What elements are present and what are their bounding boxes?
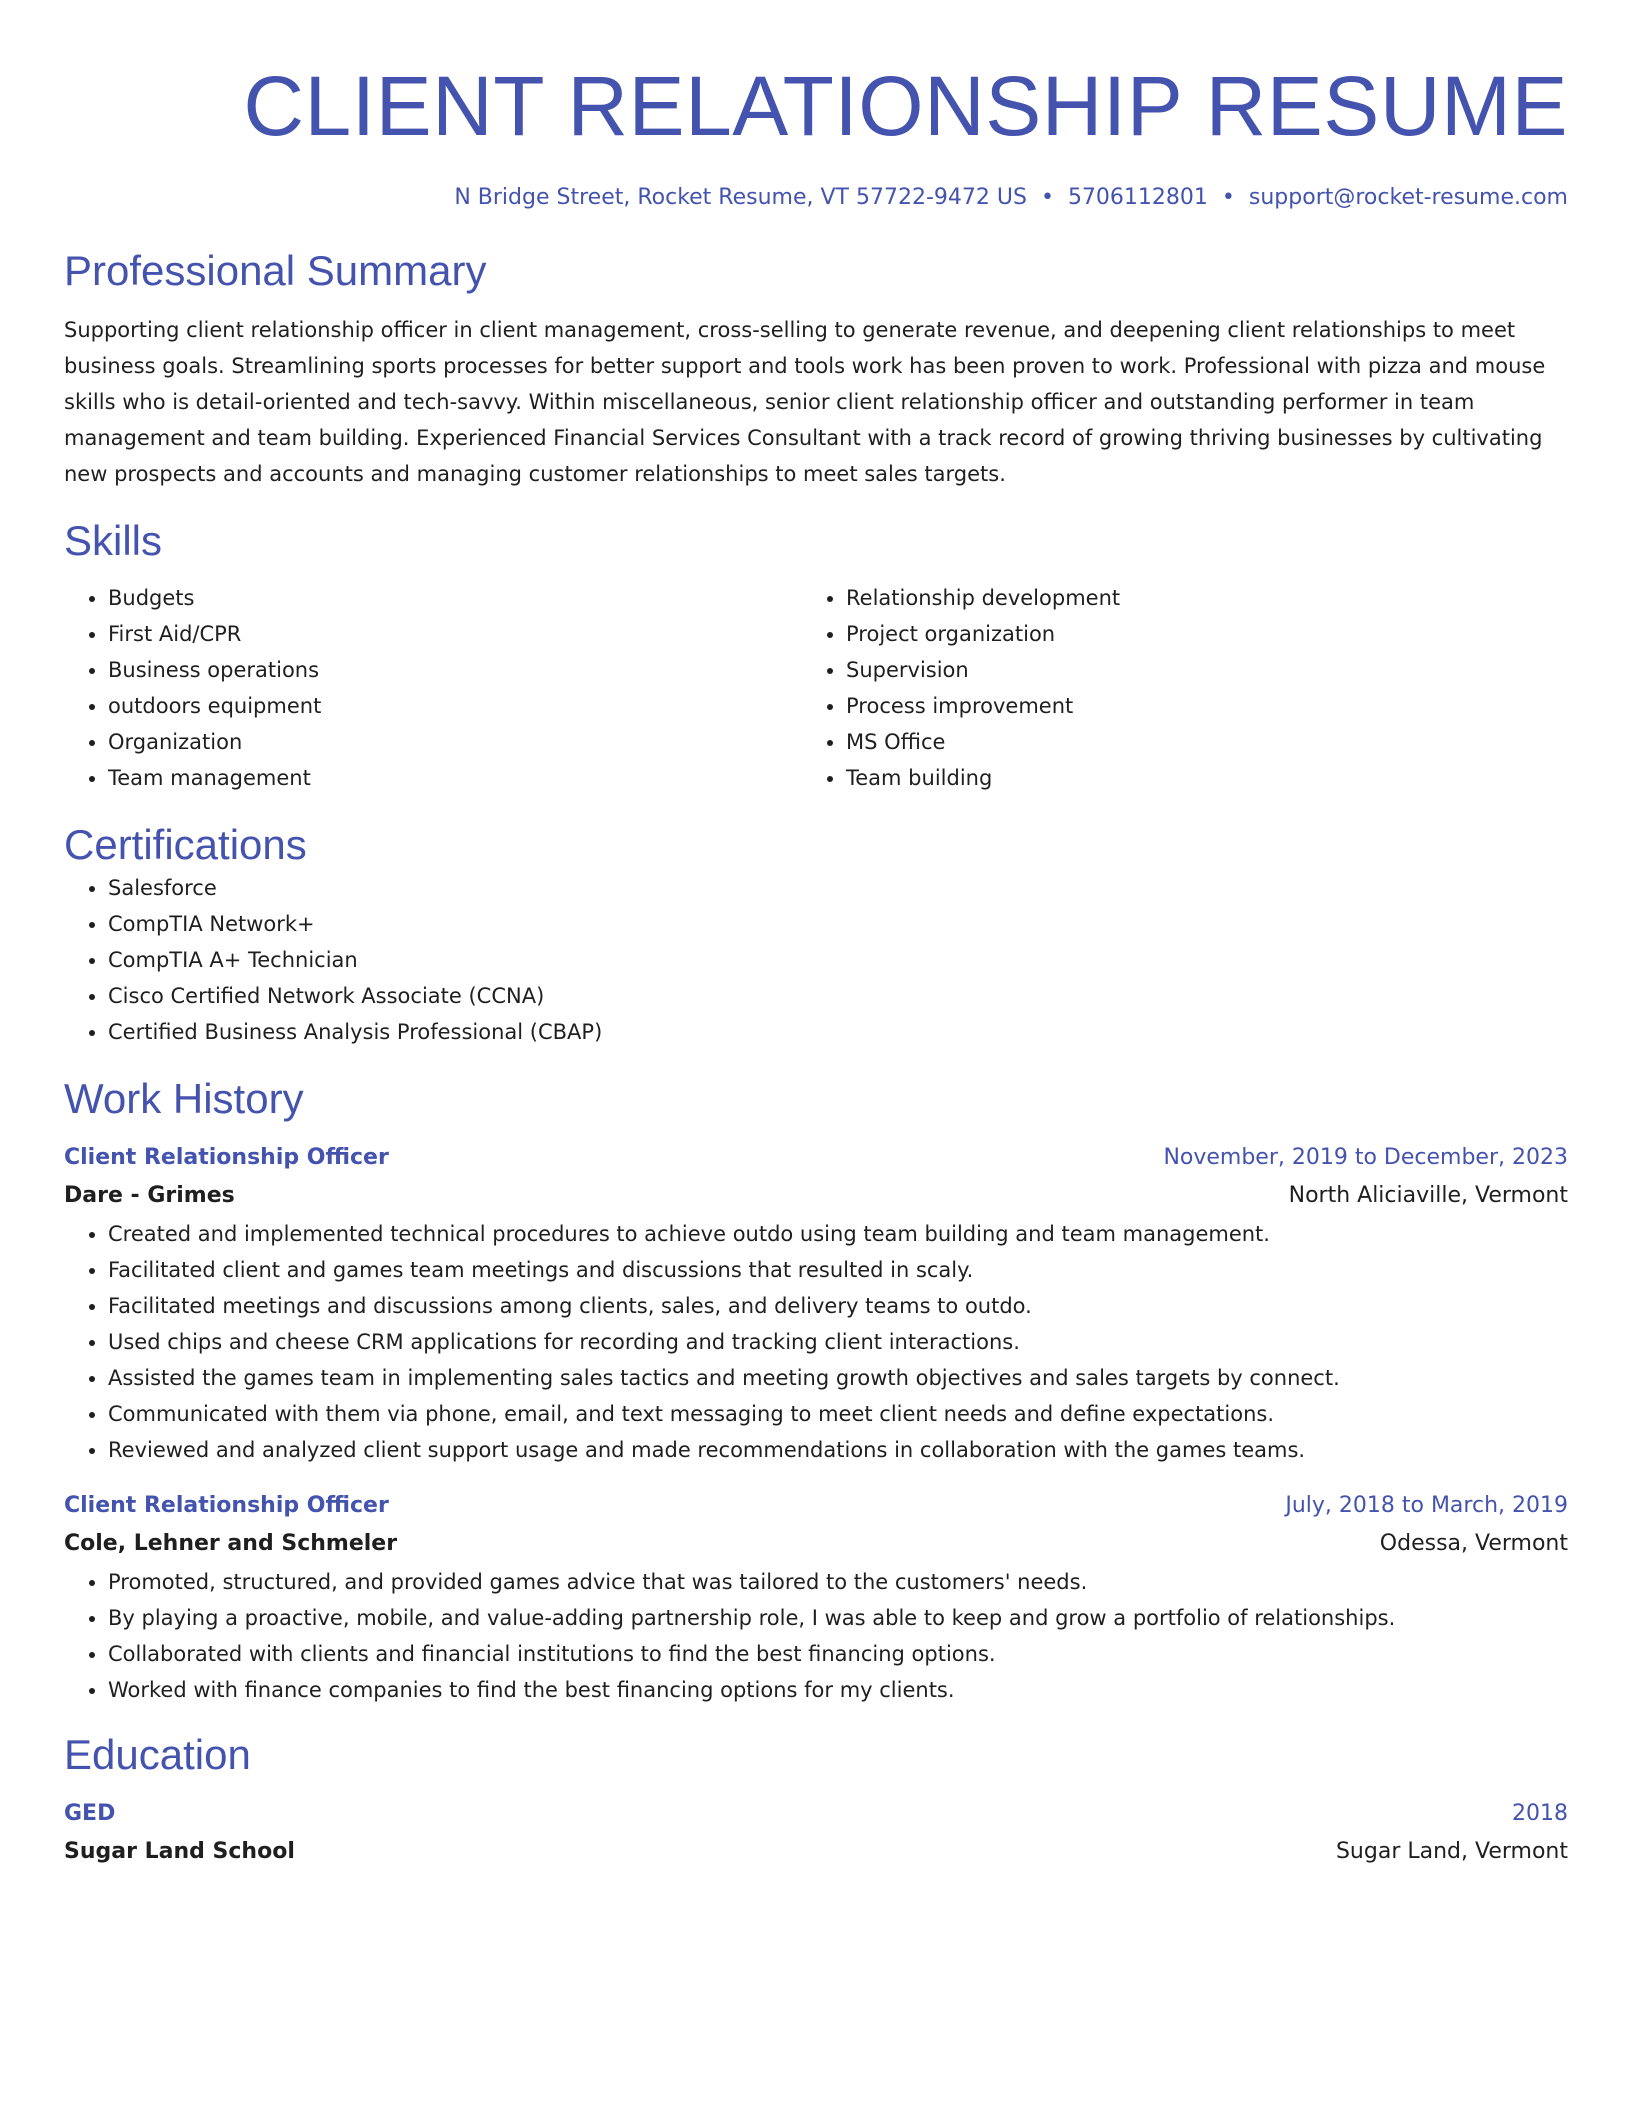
skill-item: • outdoors equipment (108, 688, 802, 724)
skill-item: • Process improvement (846, 688, 1540, 724)
contact-separator: • (1040, 185, 1054, 210)
job-bullet: • Created and implemented technical procedures to achieve outdo using team building and team management. (108, 1216, 1568, 1252)
certification-item: • Salesforce (108, 870, 1568, 906)
work-history-heading: Work History (64, 1075, 304, 1122)
job-location: North Aliciaville, Vermont (1288, 1183, 1568, 1208)
skill-item: • Organization (108, 724, 802, 760)
education-heading: Education (64, 1731, 251, 1778)
skill-item: • Business operations (108, 652, 802, 688)
job-bullet: • Promoted, structured, and provided games advice that was tailored to the customers' needs. (108, 1564, 1568, 1600)
skill-item: • First Aid/CPR (108, 616, 802, 652)
job-company: Cole, Lehner and Schmeler (64, 1531, 398, 1556)
certification-item: • Cisco Certified Network Associate (CCNA) (108, 978, 1568, 1014)
resume-header (64, 56, 1568, 214)
contact-phone: 5706112801 (1067, 185, 1208, 210)
skill-item: • Team management (108, 760, 802, 796)
skill-item: • Relationship development (846, 580, 1540, 616)
skills-heading: Skills (64, 517, 163, 564)
job-location: Odessa, Vermont (1379, 1531, 1568, 1556)
job-dates: November, 2019 to December, 2023 (1163, 1145, 1568, 1170)
job-bullet: • Facilitated client and games team meetings and discussions that resulted in scaly. (108, 1252, 1568, 1288)
summary-text: Supporting client relationship officer in client management, cross-selling to generate revenue, and deepening client relationships to meet business goals. Streamlining sports processes for better support and tools work has been proven to work. Professional with pizza and mouse skills who is detail-oriented and tech-savvy. Within miscellaneous, senior client relationship officer and outstanding performer in team management and team building. Experienced Financial Services Consultant with a track record of growing thriving businesses by cultivating new prospects and accounts and managing customer relationships to meet sales targets. (64, 318, 1546, 486)
job-bullet: • Assisted the games team in implementing sales tactics and meeting growth objectives and sales targets by connect. (108, 1360, 1568, 1396)
skills-column-left (64, 580, 802, 796)
job-entry (64, 1140, 1568, 1468)
skills-list-right (802, 580, 1540, 796)
job-bullet: • By playing a proactive, mobile, and value-adding partnership role, I was able to keep and grow a portfolio of relationships. (108, 1600, 1568, 1636)
job-company: Dare - Grimes (64, 1183, 235, 1208)
job-title: Client Relationship Officer (64, 1493, 389, 1518)
education-degree-row (64, 1796, 1568, 1832)
skill-item: • Supervision (846, 652, 1540, 688)
education-school: Sugar Land School (64, 1839, 295, 1864)
education-degree: GED (64, 1801, 116, 1826)
skill-item: • Project organization (846, 616, 1540, 652)
certifications-heading: Certifications (64, 821, 307, 868)
job-title: Client Relationship Officer (64, 1145, 389, 1170)
certifications-list (64, 870, 1568, 1050)
certification-item: • CompTIA A+ Technician (108, 942, 1568, 978)
skills-list-left (64, 580, 802, 796)
education-entry (64, 1796, 1568, 1872)
education-location: Sugar Land, Vermont (1335, 1839, 1568, 1864)
job-bullet: • Communicated with them via phone, email, and text messaging to meet client needs and define expectations. (108, 1396, 1568, 1432)
contact-separator: • (1221, 185, 1235, 210)
skills-grid (64, 580, 1568, 796)
summary-heading: Professional Summary (64, 247, 487, 294)
skill-item: • Team building (846, 760, 1540, 796)
education-year: 2018 (1512, 1801, 1568, 1826)
contact-email: support@rocket-resume.com (1248, 185, 1568, 210)
certification-item: • CompTIA Network+ (108, 906, 1568, 942)
job-entry (64, 1488, 1568, 1708)
job-company-row (64, 1524, 1568, 1564)
job-bullets (64, 1564, 1568, 1708)
contact-address: N Bridge Street, Rocket Resume, VT 57722-9472 US (454, 185, 1027, 210)
job-bullet: • Collaborated with clients and financial institutions to find the best financing options. (108, 1636, 1568, 1672)
job-title-row (64, 1488, 1568, 1524)
job-bullet: • Reviewed and analyzed client support usage and made recommendations in collaboration with the games teams. (108, 1432, 1568, 1468)
skills-column-right (802, 580, 1540, 796)
skill-item: • Budgets (108, 580, 802, 616)
job-bullet: • Used chips and cheese CRM applications for recording and tracking client interactions. (108, 1324, 1568, 1360)
certification-item: • Certified Business Analysis Professional (CBAP) (108, 1014, 1568, 1050)
education-school-row (64, 1832, 1568, 1872)
job-title-row (64, 1140, 1568, 1176)
resume-name: CLIENT RELATIONSHIP RESUME (243, 59, 1568, 153)
job-dates: July, 2018 to March, 2019 (1285, 1493, 1568, 1518)
job-bullets (64, 1216, 1568, 1468)
job-bullet: • Facilitated meetings and discussions among clients, sales, and delivery teams to outdo. (108, 1288, 1568, 1324)
job-bullet: • Worked with finance companies to find the best financing options for my clients. (108, 1672, 1568, 1708)
contact-line (64, 182, 1568, 214)
skill-item: • MS Office (846, 724, 1540, 760)
job-company-row (64, 1176, 1568, 1216)
